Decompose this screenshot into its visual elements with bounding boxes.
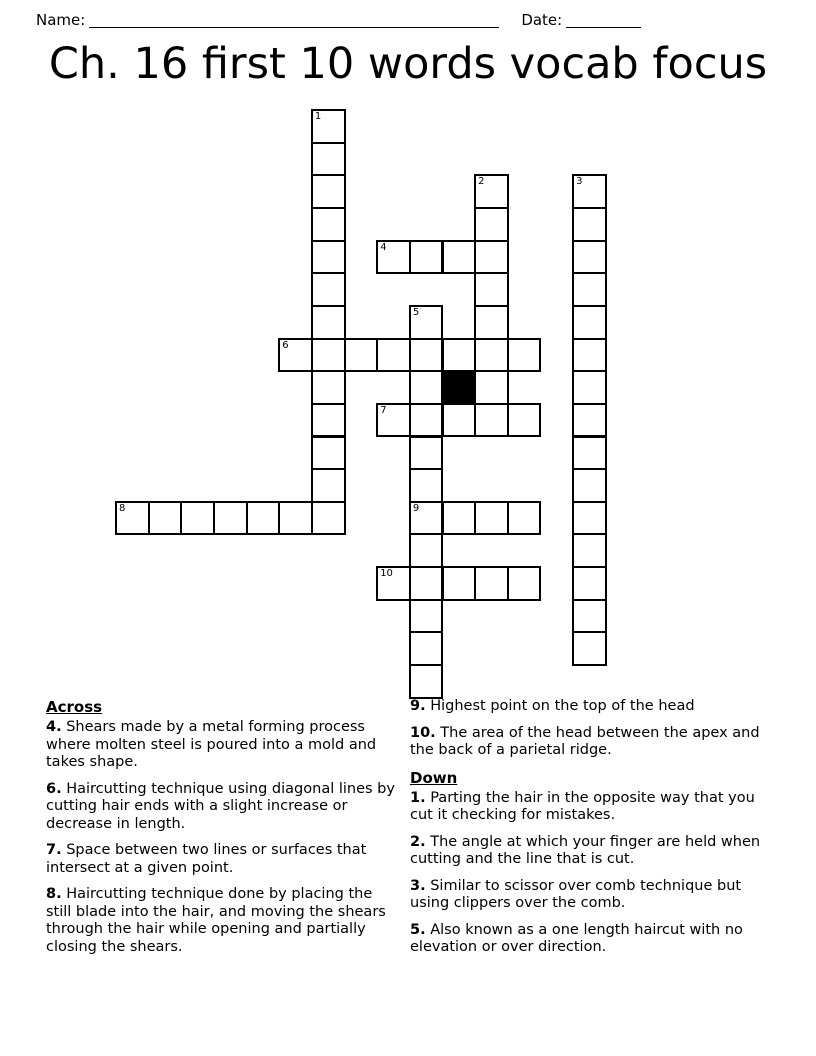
clue-number: 5. (410, 921, 426, 938)
clue-number: 4. (46, 719, 62, 735)
across-heading: Across (46, 698, 103, 716)
clue-number: 1. (410, 789, 426, 806)
clue-text: The area of the head between the apex and the back of a parietal ridge. (410, 724, 760, 758)
grid-cell-number: 1 (314, 111, 322, 122)
grid-cell[interactable] (311, 240, 346, 275)
grid-cell[interactable] (409, 403, 444, 438)
grid-cell[interactable] (442, 240, 477, 275)
grid-cell-number: 4 (380, 241, 387, 253)
grid-cell[interactable] (474, 272, 509, 307)
clue-across-6[interactable] (46, 781, 401, 834)
grid-cell[interactable] (311, 272, 346, 307)
grid-cell[interactable] (442, 566, 477, 601)
clue-down-1[interactable] (410, 790, 765, 825)
clue-text: Parting the hair in the opposite way that you cut it checking for mistakes. (410, 789, 755, 823)
clue-across-4[interactable] (46, 719, 401, 772)
clue-down-5[interactable] (410, 922, 765, 957)
grid-cell[interactable] (474, 305, 509, 340)
grid-cell[interactable] (409, 338, 444, 373)
grid-cell[interactable] (409, 533, 444, 568)
grid-cell[interactable] (278, 338, 313, 373)
grid-cell[interactable] (344, 338, 379, 373)
clue-number: 3. (410, 877, 426, 894)
grid-cell-number: 3 (576, 176, 583, 188)
grid-cell[interactable] (507, 338, 542, 373)
clue-text: The angle at which your finger are held when cutting and the line that is cut. (410, 833, 761, 867)
grid-cell[interactable] (474, 240, 509, 275)
clue-number: 10. (410, 724, 436, 741)
clue-text: Space between two lines or surfaces that intersect at a given point. (46, 842, 367, 876)
grid-cell[interactable] (376, 403, 411, 438)
grid-cell[interactable] (376, 240, 411, 275)
clues-column-left (46, 698, 401, 965)
grid-cell[interactable] (507, 403, 542, 438)
grid-cell[interactable] (311, 207, 346, 242)
grid-cell[interactable] (311, 370, 346, 405)
grid-cell[interactable] (474, 174, 509, 209)
grid-cell[interactable] (213, 501, 248, 536)
date-label: Date: (521, 11, 563, 29)
grid-cell[interactable] (409, 468, 444, 503)
clue-number: 6. (46, 780, 62, 797)
grid-cell[interactable] (409, 501, 444, 536)
grid-cell[interactable] (409, 370, 444, 405)
grid-cell[interactable] (572, 631, 607, 666)
grid-cell[interactable] (376, 566, 411, 601)
name-write-line[interactable] (89, 14, 499, 28)
grid-cell[interactable] (572, 370, 607, 405)
grid-cell[interactable] (474, 370, 509, 405)
grid-cell[interactable] (474, 501, 509, 536)
clue-across-7[interactable] (46, 842, 401, 877)
grid-cell[interactable] (311, 174, 346, 209)
date-write-line[interactable] (566, 14, 641, 28)
grid-cell[interactable] (572, 468, 607, 503)
grid-cell[interactable] (572, 533, 607, 568)
grid-cell[interactable] (409, 566, 444, 601)
grid-cell[interactable] (311, 142, 346, 177)
grid-cell[interactable] (474, 566, 509, 601)
grid-cell[interactable] (572, 240, 607, 275)
grid-cell[interactable] (572, 207, 607, 242)
grid-cell-number: 7 (380, 404, 387, 416)
grid-cell[interactable] (572, 599, 607, 634)
grid-cell[interactable] (409, 305, 444, 340)
grid-cell-number: 8 (119, 502, 126, 514)
grid-cell[interactable] (311, 403, 346, 438)
grid-cell-number: 9 (412, 502, 420, 514)
clue-number: 9. (410, 698, 426, 714)
clue-text: Shears made by a metal forming process where molten steel is poured into a mold and takes shape. (46, 719, 377, 770)
grid-cell[interactable] (507, 566, 542, 601)
grid-cell[interactable] (376, 338, 411, 373)
grid-cell[interactable] (311, 109, 346, 144)
clue-across-10[interactable] (410, 725, 765, 760)
grid-cell[interactable] (409, 631, 444, 666)
grid-cell-number: 2 (478, 176, 485, 188)
clue-text: Haircutting technique using diagonal lines by cutting hair ends with a slight increase or decrease in length. (46, 780, 395, 832)
clues-column-right (410, 698, 765, 966)
grid-cell[interactable] (246, 501, 281, 536)
down-heading: Down (410, 768, 458, 787)
grid-cell[interactable] (180, 501, 215, 536)
page-title: Ch. 16 first 10 words vocab focus (48, 39, 768, 89)
grid-cell-number: 5 (412, 306, 420, 318)
grid-cell[interactable] (572, 305, 607, 340)
grid-cell[interactable] (442, 501, 477, 536)
clue-text: Highest point on the top of the head (430, 698, 695, 714)
clue-down-3[interactable] (410, 878, 765, 913)
grid-cell[interactable] (311, 338, 346, 373)
grid-cell-number: 6 (282, 339, 289, 351)
clue-text: Also known as a one length haircut with no elevation or over direction. (410, 921, 743, 955)
grid-cell[interactable] (572, 272, 607, 307)
grid-cell[interactable] (278, 501, 313, 536)
grid-cell[interactable] (409, 599, 444, 634)
grid-cell[interactable] (148, 501, 183, 536)
grid-cell[interactable] (572, 338, 607, 373)
grid-cell[interactable] (572, 174, 607, 209)
name-label: Name: (36, 11, 86, 29)
grid-cell[interactable] (507, 501, 542, 536)
grid-cell[interactable] (572, 403, 607, 438)
name-date-row (0, 0, 816, 28)
clue-text: Haircutting technique done by placing the still blade into the hair, and moving the shears through the hair while opening and partially closing the shears. (46, 886, 386, 955)
grid-cell[interactable] (311, 436, 346, 471)
clue-text: Similar to scissor over comb technique but using clippers over the comb. (410, 877, 742, 911)
clue-number: 8. (46, 886, 62, 902)
grid-cell[interactable] (474, 207, 509, 242)
clue-down-2[interactable] (410, 834, 765, 869)
grid-cell[interactable] (311, 305, 346, 340)
grid-cell[interactable] (442, 403, 477, 438)
grid-cell[interactable] (474, 403, 509, 438)
clues-area (0, 698, 816, 998)
grid-cell[interactable] (572, 436, 607, 471)
grid-cell[interactable] (572, 501, 607, 536)
grid-cell[interactable] (409, 436, 444, 471)
grid-cell[interactable] (115, 501, 150, 536)
grid-cell[interactable] (311, 501, 346, 536)
grid-block-cell (442, 370, 477, 405)
grid-cell[interactable] (409, 664, 444, 699)
grid-cell[interactable] (572, 566, 607, 601)
clue-number: 7. (46, 842, 62, 858)
clue-number: 2. (410, 833, 426, 850)
grid-cell[interactable] (409, 240, 444, 275)
clue-across-9[interactable] (410, 698, 765, 716)
grid-cell[interactable] (442, 338, 477, 373)
clue-across-8[interactable] (46, 886, 401, 956)
grid-cell-number: 10 (380, 568, 393, 580)
grid-cell[interactable] (474, 338, 509, 373)
grid-cell[interactable] (311, 468, 346, 503)
